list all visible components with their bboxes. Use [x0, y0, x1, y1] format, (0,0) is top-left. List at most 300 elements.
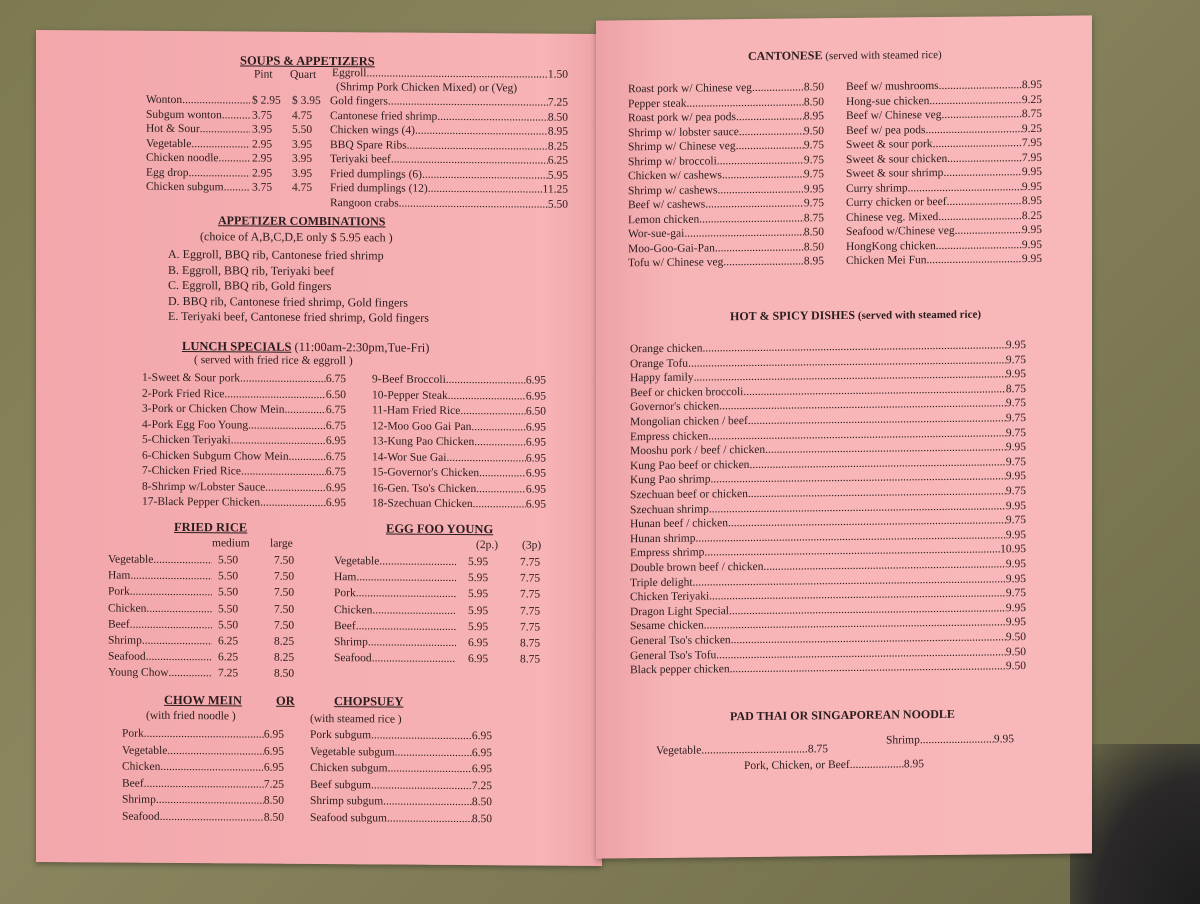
- soups-title: SOUPS & APPETIZERS: [240, 53, 375, 69]
- cantonese-item: [846, 136, 1042, 152]
- item-name: Beef w/ pea pods: [846, 123, 926, 137]
- leader-dots: [356, 570, 456, 585]
- item-price: 8.50: [471, 812, 492, 825]
- cantonese-item: [628, 124, 824, 140]
- item-price: 9.95: [1021, 223, 1042, 237]
- item-price: 7.95: [1021, 151, 1042, 164]
- item-price: 7.25: [471, 779, 492, 792]
- chopsuey-title: CHOPSUEY: [334, 694, 404, 709]
- lunch-item: [372, 496, 546, 511]
- item-name: Shrimp w/ cashews: [628, 183, 718, 197]
- item-price: 9.75: [803, 197, 824, 210]
- item-name: Fried dumplings (6): [330, 167, 422, 181]
- egg-foo-young-row: [334, 586, 456, 601]
- item-price: 9.95: [1005, 528, 1026, 542]
- cantonese-item: [846, 252, 1042, 268]
- cantonese-item: [846, 179, 1042, 195]
- item-name: Chicken: [122, 760, 161, 773]
- item-price: 6.95: [471, 746, 492, 759]
- leader-dots: [231, 433, 326, 448]
- item-name: Wonton: [146, 93, 183, 107]
- leader-dots: [371, 728, 472, 743]
- item-name: Fried dumplings (12): [330, 182, 428, 195]
- leader-dots: [715, 240, 804, 255]
- price-col-2: 4.75: [292, 181, 313, 194]
- leader-dots: [415, 124, 548, 139]
- item-price: 9.95: [1021, 252, 1042, 266]
- price-col-1: 3.75: [252, 181, 273, 194]
- lunch-hours: (11:00am-2:30pm,Tue-Fri): [294, 339, 430, 355]
- leader-dots: [182, 93, 250, 107]
- chow-mein-row: [122, 809, 284, 824]
- price-col-2: 5.50: [292, 123, 313, 136]
- item-price: 6.95: [525, 482, 546, 496]
- item-price: 9.95: [1005, 558, 1026, 571]
- price-col-2: 7.50: [274, 619, 295, 632]
- fried-rice-large-header: large: [270, 537, 293, 550]
- item-price: 8.75: [1021, 107, 1042, 121]
- leader-dots: [717, 182, 803, 197]
- item-name: 12-Moo Goo Gai Pan: [372, 419, 472, 433]
- item-name: Shrimp: [886, 734, 920, 747]
- appetizer-row: [330, 109, 568, 125]
- item-price: 8.50: [547, 111, 568, 124]
- item-price: 9.75: [1005, 353, 1026, 366]
- lunch-item: [372, 465, 546, 480]
- cantonese-item: [628, 167, 824, 183]
- item-price: 6.75: [325, 404, 346, 417]
- item-name: Ham: [108, 569, 131, 582]
- fried-rice-row: [108, 553, 212, 568]
- item-price: 7.25: [547, 96, 568, 109]
- leader-dots: [938, 209, 1022, 224]
- leader-dots: [474, 435, 526, 449]
- item-price: 8.50: [263, 811, 284, 824]
- leader-dots: [160, 760, 264, 775]
- leader-dots: [722, 167, 804, 182]
- cantonese-item: [628, 153, 824, 169]
- item-name: 18-Szechuan Chicken: [372, 497, 473, 511]
- fried-rice-row: [108, 634, 212, 649]
- chow-mein-row: [122, 760, 284, 775]
- cantonese-item: [628, 211, 824, 227]
- item-name: Beef w/ cashews: [628, 198, 706, 212]
- leader-dots: [387, 811, 472, 826]
- lunch-item: [372, 450, 546, 465]
- price-col-1: 3.95: [252, 123, 273, 136]
- chow-mein-row: [122, 743, 284, 758]
- cantonese-item: [846, 194, 1042, 210]
- price-col-1: 3.75: [252, 109, 273, 122]
- leader-dots: [936, 238, 1022, 253]
- fried-rice-row: [108, 569, 212, 584]
- leader-dots: [383, 794, 472, 809]
- leader-dots: [265, 480, 326, 494]
- lunch-item: [372, 388, 546, 403]
- price-col-2: 7.75: [520, 572, 541, 585]
- cantonese-item: [628, 182, 824, 198]
- fried-rice-title: FRIED RICE: [174, 519, 248, 535]
- item-price: 6.75: [325, 450, 346, 463]
- pint-header: Pint: [254, 68, 273, 81]
- item-name: Szechuan beef or chicken: [630, 488, 748, 502]
- appetizer-row: [330, 181, 568, 197]
- item-name: Orange chicken: [630, 342, 703, 356]
- leader-dots: [248, 418, 326, 433]
- item-price: 9.95: [1021, 180, 1042, 193]
- item-name: Roast pork w/ Chinese veg: [628, 81, 752, 96]
- egg-foo-young-row: [334, 619, 456, 634]
- item-name: Ham: [334, 571, 357, 584]
- item-name: Seafood: [122, 810, 160, 823]
- hot-spicy-header: [730, 307, 981, 325]
- item-name: Mongolian chicken / beef: [630, 415, 748, 429]
- item-name: Beef w/ Chinese veg: [846, 108, 942, 122]
- item-name: Chicken Teriyaki: [630, 590, 710, 604]
- item-name: Vegetable: [146, 137, 192, 150]
- fried-rice-row: [108, 666, 212, 681]
- item-name: Seafood subgum: [310, 811, 387, 824]
- price-col-1: 2.95: [252, 167, 273, 180]
- item-price: 8.95: [803, 255, 824, 268]
- leader-dots: [407, 138, 548, 153]
- leader-dots: [169, 666, 212, 680]
- combo-item: B. Eggroll, BBQ rib, Teriyaki beef: [168, 262, 335, 278]
- item-price: 8.50: [803, 81, 824, 94]
- price-col-1: 6.95: [468, 653, 489, 666]
- item-price: 6.95: [525, 436, 546, 449]
- cantonese-item: [846, 165, 1042, 181]
- item-name: Kung Pao beef or chicken: [630, 458, 750, 473]
- item-name: Seafood: [108, 650, 146, 663]
- item-price: 9.95: [803, 182, 824, 195]
- item-name: 10-Pepper Steak: [372, 388, 448, 402]
- leader-dots: [388, 94, 548, 109]
- price-col-1: 5.95: [468, 604, 489, 617]
- leader-dots: [399, 196, 548, 211]
- price-col-2: 7.50: [274, 570, 295, 584]
- leader-dots: [160, 809, 264, 824]
- cantonese-item: [846, 208, 1042, 224]
- item-name: 2-Pork Fried Rice: [142, 387, 225, 400]
- item-name: Hunan beef / chicken: [630, 517, 729, 531]
- egg-foo-young-row: [334, 635, 456, 650]
- item-name: Dragon Light Special: [630, 605, 730, 619]
- leader-dots: [471, 420, 526, 434]
- leader-dots: [942, 107, 1022, 122]
- pad-thai-vegetable-row: [656, 742, 828, 758]
- item-price: 8.95: [803, 110, 824, 123]
- leader-dots: [473, 497, 526, 511]
- item-price: 8.25: [1021, 209, 1042, 222]
- price-col-2: 4.75: [292, 109, 313, 122]
- item-name: Hong-sue chicken: [846, 94, 930, 108]
- item-price: 9.50: [1005, 631, 1026, 644]
- item-price: 8.25: [547, 140, 568, 153]
- leader-dots: [144, 776, 264, 791]
- item-name: Kung Pao shrimp: [630, 473, 711, 487]
- item-name: Curry shrimp: [846, 181, 908, 195]
- price-col-1: 7.25: [218, 667, 239, 680]
- item-price: 8.50: [263, 794, 284, 807]
- appetizer-row: [330, 123, 568, 139]
- item-name: Chicken noodle: [146, 151, 219, 165]
- item-price: 9.75: [803, 168, 824, 181]
- cantonese-title: CANTONESE: [748, 48, 823, 64]
- item-price: 8.75: [1005, 382, 1026, 396]
- item-name: Pork subgum: [310, 728, 372, 742]
- lunch-title: LUNCH SPECIALS: [182, 339, 292, 354]
- egg-foo-young-row: [334, 651, 456, 666]
- item-price: 6.25: [547, 154, 568, 167]
- item-price: 6.95: [263, 728, 284, 741]
- price-col-2: 7.75: [520, 621, 541, 634]
- soup-row: [146, 180, 250, 195]
- price-col-2: 7.50: [274, 587, 295, 600]
- appetizer-row: [330, 152, 568, 168]
- item-name: Moo-Goo-Gai-Pan: [628, 241, 715, 255]
- item-price: 1.50: [547, 68, 568, 81]
- item-name: Beef: [122, 777, 144, 790]
- chopsuey-row: [310, 728, 492, 743]
- item-price: 8.50: [803, 95, 824, 108]
- leader-dots: [391, 153, 548, 168]
- item-name: Chinese veg. Mixed: [846, 210, 939, 224]
- item-name: 13-Kung Pao Chicken: [372, 435, 475, 449]
- lunch-item: [142, 386, 346, 401]
- cantonese-item: [846, 237, 1042, 253]
- pad-thai-meat-row: [744, 757, 924, 773]
- leader-dots: [479, 466, 526, 480]
- item-price: 8.95: [547, 125, 568, 138]
- price-col-1: 2.95: [252, 138, 273, 151]
- chopsuey-row: [310, 777, 492, 792]
- leader-dots: [367, 66, 548, 81]
- leader-dots: [222, 108, 250, 122]
- item-name: 9-Beef Broccoli: [372, 373, 446, 386]
- price-col-2: 8.75: [520, 653, 541, 666]
- item-price: 8.95: [1021, 194, 1042, 208]
- leader-dots: [240, 371, 326, 386]
- item-price: 6.75: [325, 373, 346, 386]
- item-price: 9.75: [1005, 514, 1026, 527]
- leader-dots: [448, 388, 526, 403]
- item-price: 6.95: [525, 498, 546, 511]
- item-name: Double brown beef / chicken: [630, 560, 764, 575]
- item-name: Roast pork w/ pea pods: [628, 111, 736, 125]
- item-name: Chicken subgum: [146, 180, 224, 194]
- item-name: Shrimp: [108, 634, 142, 647]
- leader-dots: [372, 603, 456, 618]
- item-price: 9.75: [1005, 412, 1026, 425]
- appetizer-row: [330, 196, 568, 212]
- chow-mein-row: [122, 776, 284, 791]
- price-col-1: 5.95: [468, 556, 489, 569]
- leader-dots: [699, 211, 804, 226]
- item-name: Pepper steak: [628, 97, 687, 110]
- price-col-1: $ 2.95: [252, 94, 281, 107]
- item-name: Wor-sue-gai: [628, 227, 685, 241]
- leader-dots: [947, 194, 1022, 209]
- egg-foo-young-row: [334, 554, 456, 569]
- item-name: Beef: [108, 618, 130, 631]
- item-name: 1-Sweet & Sour pork: [142, 371, 241, 385]
- price-col-1: 5.95: [468, 588, 489, 601]
- price-col-1: 6.25: [218, 651, 239, 664]
- item-price: 7.95: [1021, 136, 1042, 150]
- leader-dots: [723, 254, 804, 269]
- price-col-2: 7.50: [274, 554, 295, 567]
- item-name: 17-Black Pepper Chicken: [142, 495, 261, 509]
- leader-dots: [191, 137, 250, 151]
- cantonese-item: [628, 80, 824, 96]
- soup-row: [146, 122, 250, 137]
- combo-item: D. BBQ rib, Cantonese fried shrimp, Gold fingers: [168, 293, 408, 310]
- item-name: Governor's chicken: [630, 400, 720, 414]
- leader-dots: [130, 569, 212, 584]
- item-name: Empress chicken: [630, 430, 709, 443]
- item-price: 7.25: [263, 778, 284, 791]
- cantonese-item: [846, 92, 1042, 108]
- leader-dots: [289, 449, 326, 463]
- item-price: 9.50: [1005, 645, 1026, 658]
- item-name: Lemon chicken: [628, 213, 700, 226]
- leader-dots: [705, 196, 804, 211]
- item-name: Beef: [334, 619, 356, 633]
- leader-dots: [395, 745, 472, 760]
- leader-dots: [146, 650, 212, 664]
- leader-dots: [371, 778, 472, 793]
- item-price: 6.95: [325, 497, 346, 510]
- cantonese-item: [628, 225, 824, 241]
- item-price: 9.95: [1005, 601, 1026, 615]
- leader-dots: [388, 761, 472, 776]
- leader-dots: [943, 165, 1021, 180]
- item-name: Rangoon crabs: [330, 196, 399, 210]
- leader-dots: [372, 652, 456, 667]
- price-col-2: 3.95: [292, 167, 313, 180]
- lunch-item: [372, 481, 546, 496]
- price-col-1: 5.50: [218, 586, 239, 599]
- leader-dots: [933, 136, 1022, 151]
- item-price: 9.95: [1005, 572, 1026, 585]
- fried-rice-medium-header: medium: [212, 537, 250, 550]
- combo-item: E. Teriyaki beef, Cantonese fried shrimp, Gold fingers: [168, 308, 429, 325]
- leader-dots: [460, 404, 526, 418]
- leader-dots: [730, 659, 1006, 676]
- item-price: 9.95: [1005, 499, 1026, 512]
- leader-dots: [908, 180, 1022, 195]
- item-name: 5-Chicken Teriyaki: [142, 433, 231, 447]
- leader-dots: [379, 554, 456, 569]
- item-name: Sweet & sour shrimp: [846, 166, 944, 180]
- item-name: BBQ Spare Ribs: [330, 138, 407, 152]
- lunch-item: [142, 479, 346, 494]
- item-name: Subgum wonton: [146, 108, 222, 121]
- item-name: Egg drop: [146, 166, 189, 179]
- price-col-1: 5.50: [218, 602, 239, 616]
- item-price: 8.50: [803, 240, 824, 253]
- item-name: Pork, Chicken, or Beef: [744, 758, 850, 773]
- chopsuey-row: [310, 794, 492, 809]
- item-price: 6.95: [525, 420, 546, 434]
- item-price: 8.75: [803, 211, 824, 224]
- egg-foo-young-row: [334, 603, 456, 618]
- cantonese-item: [628, 254, 824, 270]
- leader-dots: [356, 619, 456, 634]
- appetizer-row: [330, 138, 568, 154]
- cantonese-item: [628, 240, 824, 256]
- cantonese-item: [628, 109, 824, 125]
- item-name: Cantonese fried shrimp: [330, 109, 438, 123]
- price-col-2: $ 3.95: [292, 94, 321, 108]
- leader-dots: [219, 151, 251, 165]
- item-price: 8.95: [903, 758, 924, 771]
- item-price: 9.95: [1005, 339, 1026, 352]
- price-col-1: 5.95: [468, 620, 489, 633]
- item-name: Beef subgum: [310, 778, 372, 791]
- leader-dots: [939, 78, 1022, 93]
- item-name: Vegetable: [122, 744, 168, 757]
- item-name: Pork: [334, 587, 356, 600]
- leader-dots: [717, 153, 804, 168]
- fried-rice-row: [108, 650, 212, 665]
- chopsuey-row: [310, 761, 492, 776]
- item-name: Hunan shrimp: [630, 532, 696, 546]
- menu-left-page: [36, 30, 602, 866]
- chow-mein-or: OR: [276, 693, 295, 708]
- cantonese-item: [628, 138, 824, 154]
- item-price: 9.95: [1005, 441, 1026, 454]
- cantonese-item: [846, 78, 1042, 94]
- item-name: Chicken: [108, 602, 147, 615]
- item-price: 8.95: [1021, 78, 1042, 92]
- leader-dots: [684, 225, 804, 240]
- item-name: 11-Ham Fried Rice: [372, 404, 461, 417]
- leader-dots: [920, 732, 994, 747]
- leader-dots: [955, 223, 1022, 238]
- efy-2p-header: (2p.): [476, 539, 499, 552]
- leader-dots: [428, 182, 543, 197]
- pad-thai-shrimp-row: [886, 732, 1014, 747]
- item-price: 6.95: [325, 435, 346, 448]
- item-name: Chicken wings (4): [330, 124, 415, 137]
- price-col-1: 6.25: [218, 635, 239, 648]
- hot-spicy-title: HOT & SPICY DISHES: [730, 307, 856, 324]
- item-name: 6-Chicken Subgum Chow Mein: [142, 449, 289, 463]
- appetizer-row: [330, 167, 568, 183]
- item-price: 9.75: [803, 139, 824, 152]
- price-col-2: 3.95: [292, 138, 313, 151]
- leader-dots: [446, 450, 525, 465]
- item-name: Chicken: [334, 603, 373, 616]
- price-col-2: 8.25: [274, 635, 295, 648]
- leader-dots: [284, 403, 325, 417]
- combo-item: A. Eggroll, BBQ rib, Cantonese fried shrimp: [168, 246, 384, 263]
- item-price: 9.95: [1021, 238, 1042, 251]
- leader-dots: [356, 587, 456, 602]
- item-price: 6.50: [325, 388, 346, 401]
- item-name: Chicken w/ cashews: [628, 169, 722, 183]
- price-col-2: 7.75: [520, 604, 541, 618]
- leader-dots: [188, 166, 250, 180]
- leader-dots: [167, 743, 264, 758]
- lunch-item: [142, 433, 346, 448]
- leader-dots: [422, 167, 548, 182]
- hot-spicy-item: [630, 659, 1026, 677]
- item-price: 9.95: [1021, 165, 1042, 179]
- item-name: Eggroll: [332, 67, 367, 80]
